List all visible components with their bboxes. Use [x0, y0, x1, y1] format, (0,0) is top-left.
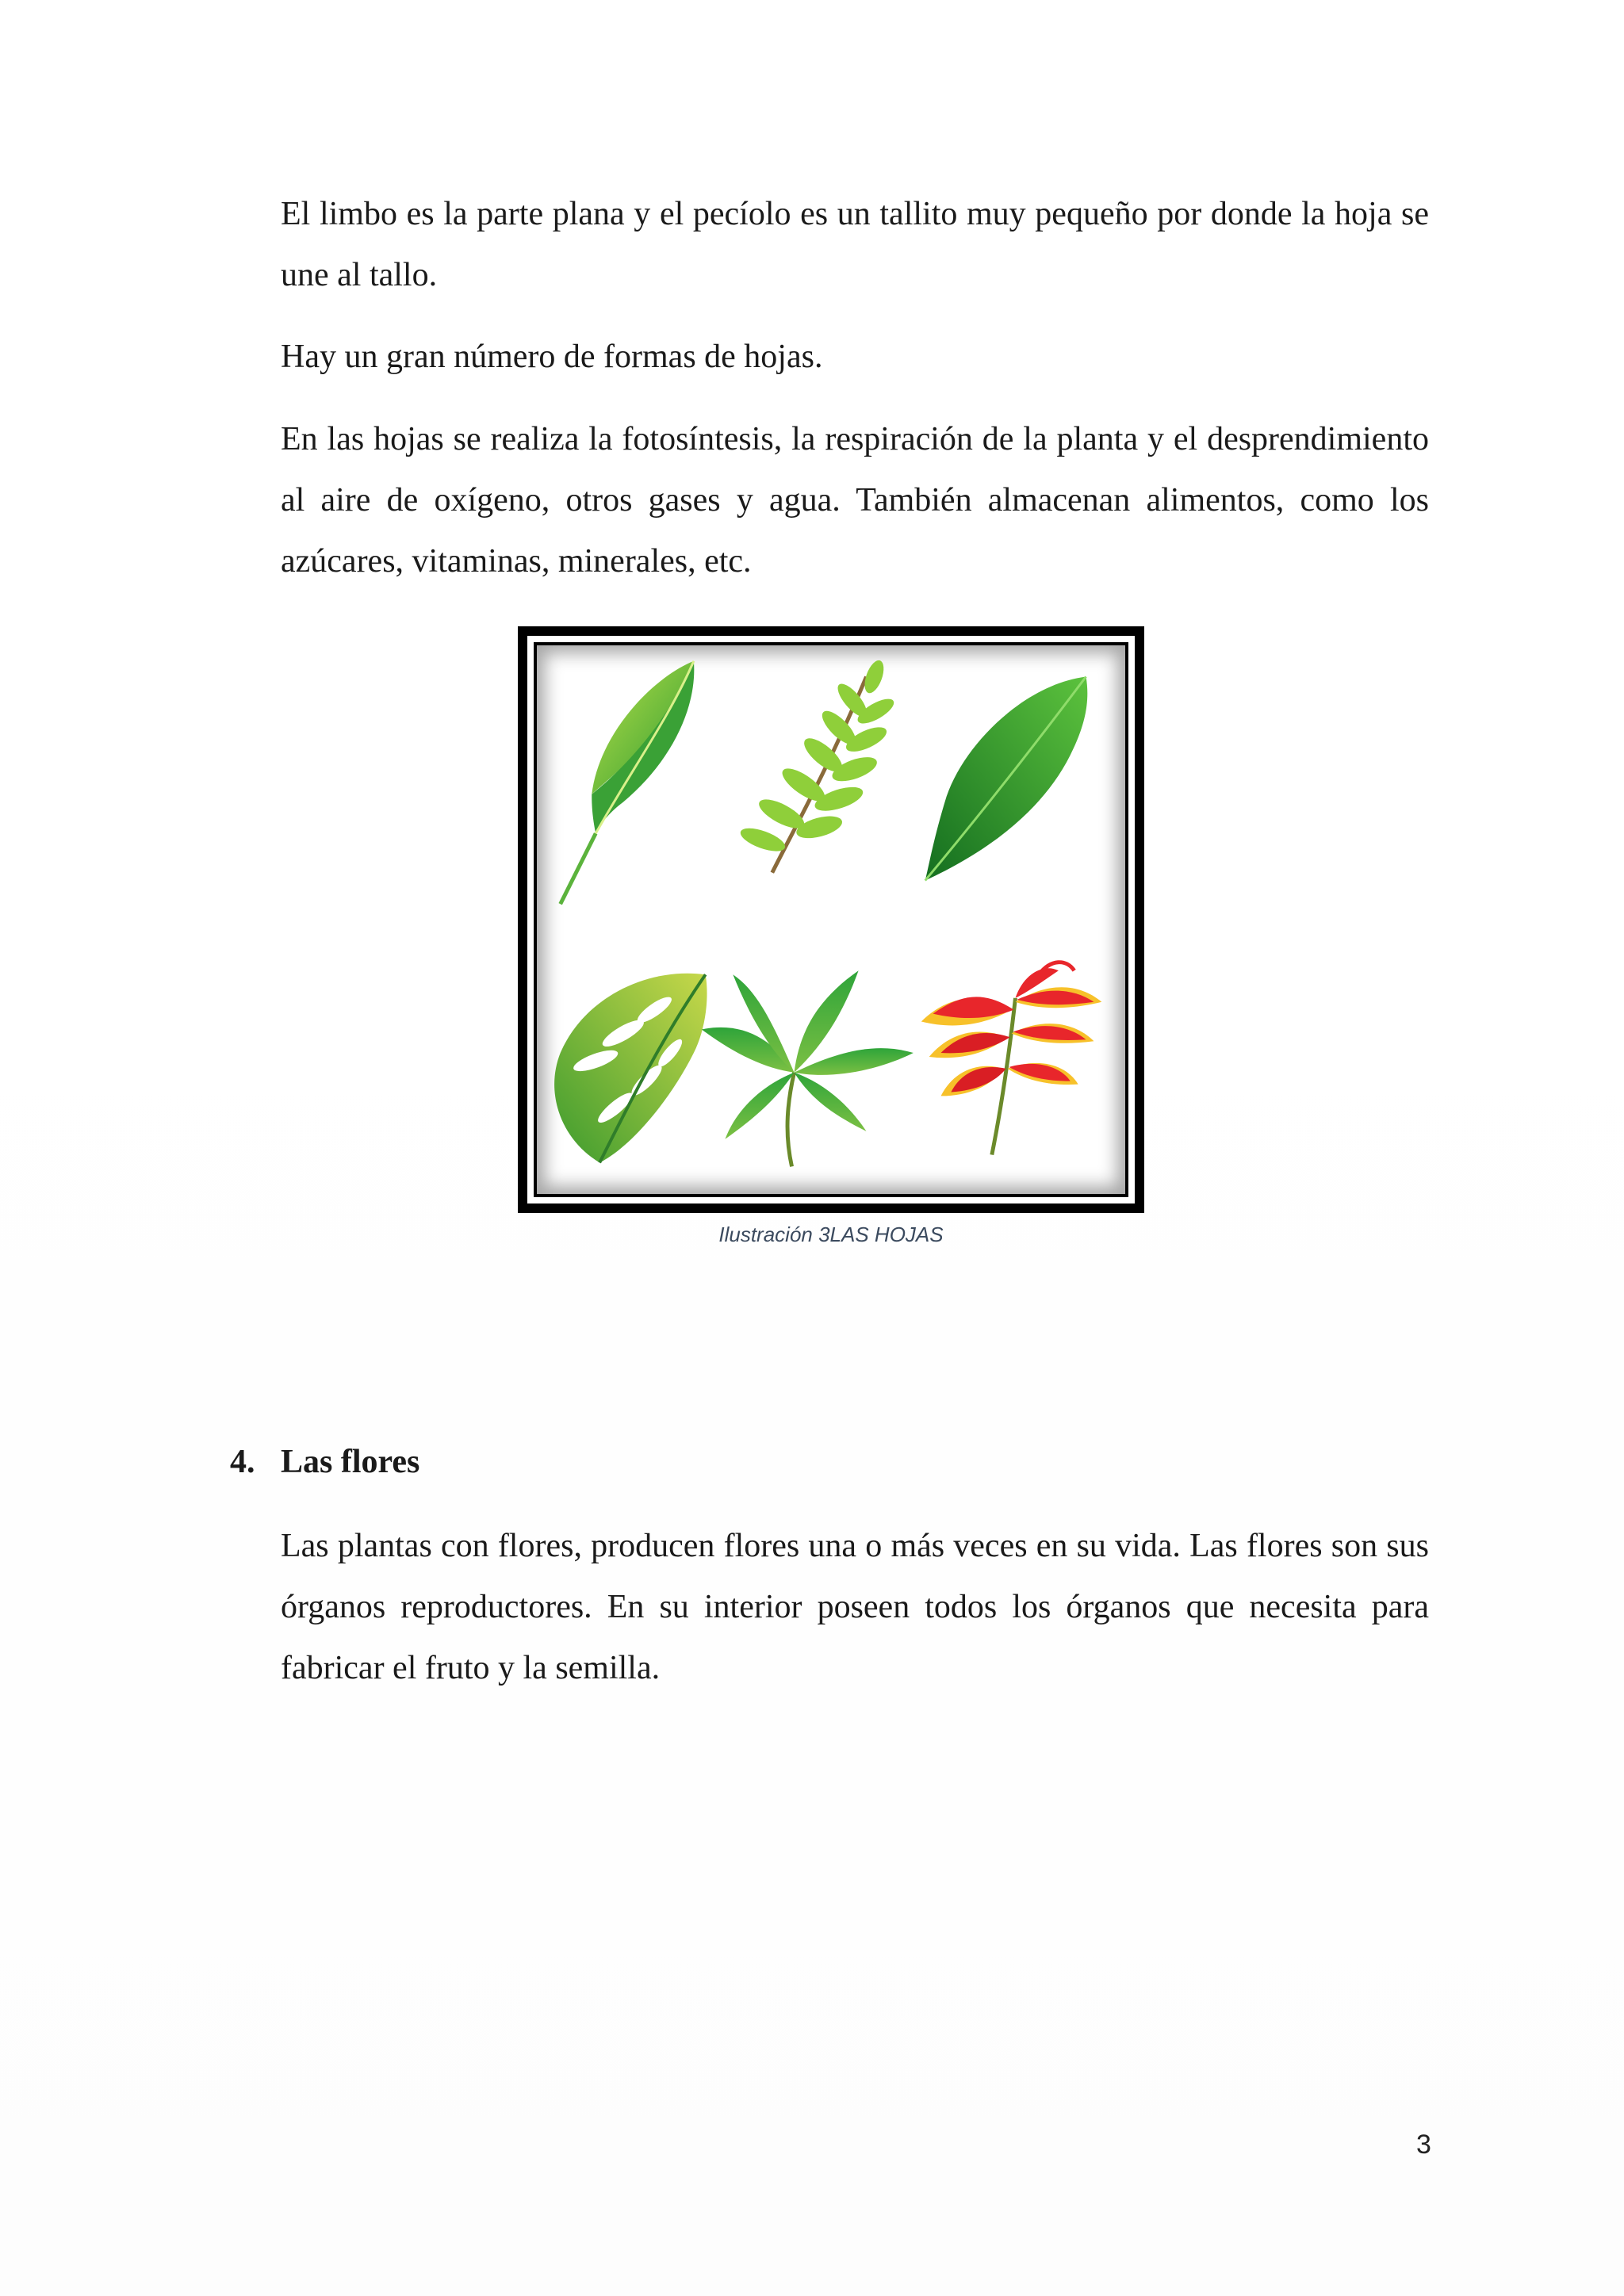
section-number: 4.: [230, 1444, 255, 1480]
paragraph-leaf-functions: En las hojas se realiza la fotosíntesis, la respiración de la planta y el desprendimiento al aire de oxígeno, otros gases y agua. También almacenan alimentos, como los azúcares, vitaminas, minerales, etc.: [281, 421, 1429, 580]
leaves-illustration-frame: [518, 626, 1144, 1213]
lanceolate-leaf-icon: [925, 677, 1088, 881]
monstera-leaf-icon: [554, 974, 707, 1163]
leaves-illustration: [534, 642, 1128, 1197]
page-number: 3: [1416, 2130, 1431, 2160]
paragraph-limbo: El limbo es la parte plana y el pecíolo es un tallito muy pequeño por donde la hoja se une al tallo.: [281, 196, 1429, 293]
heliconia-icon: [921, 962, 1102, 1155]
palmate-leaf-icon: [702, 970, 914, 1166]
section-heading: [230, 1432, 419, 1493]
paragraph-leaf-shapes: Hay un gran número de formas de hojas.: [281, 339, 823, 375]
section-title: Las flores: [281, 1444, 420, 1480]
compound-leaf-icon: [737, 658, 897, 873]
paragraph-flowers: Las plantas con flores, producen flores una o más veces en su vida. Las flores son sus órganos reproductores. En su interior poseen todos los órganos que necesita para fabricar el fruto y la semilla.: [281, 1528, 1429, 1686]
figure-caption: Ilustración 3LAS HOJAS: [718, 1223, 944, 1246]
leaves-illustration-svg: [537, 645, 1125, 1194]
simple-leaf-icon: [561, 661, 695, 904]
